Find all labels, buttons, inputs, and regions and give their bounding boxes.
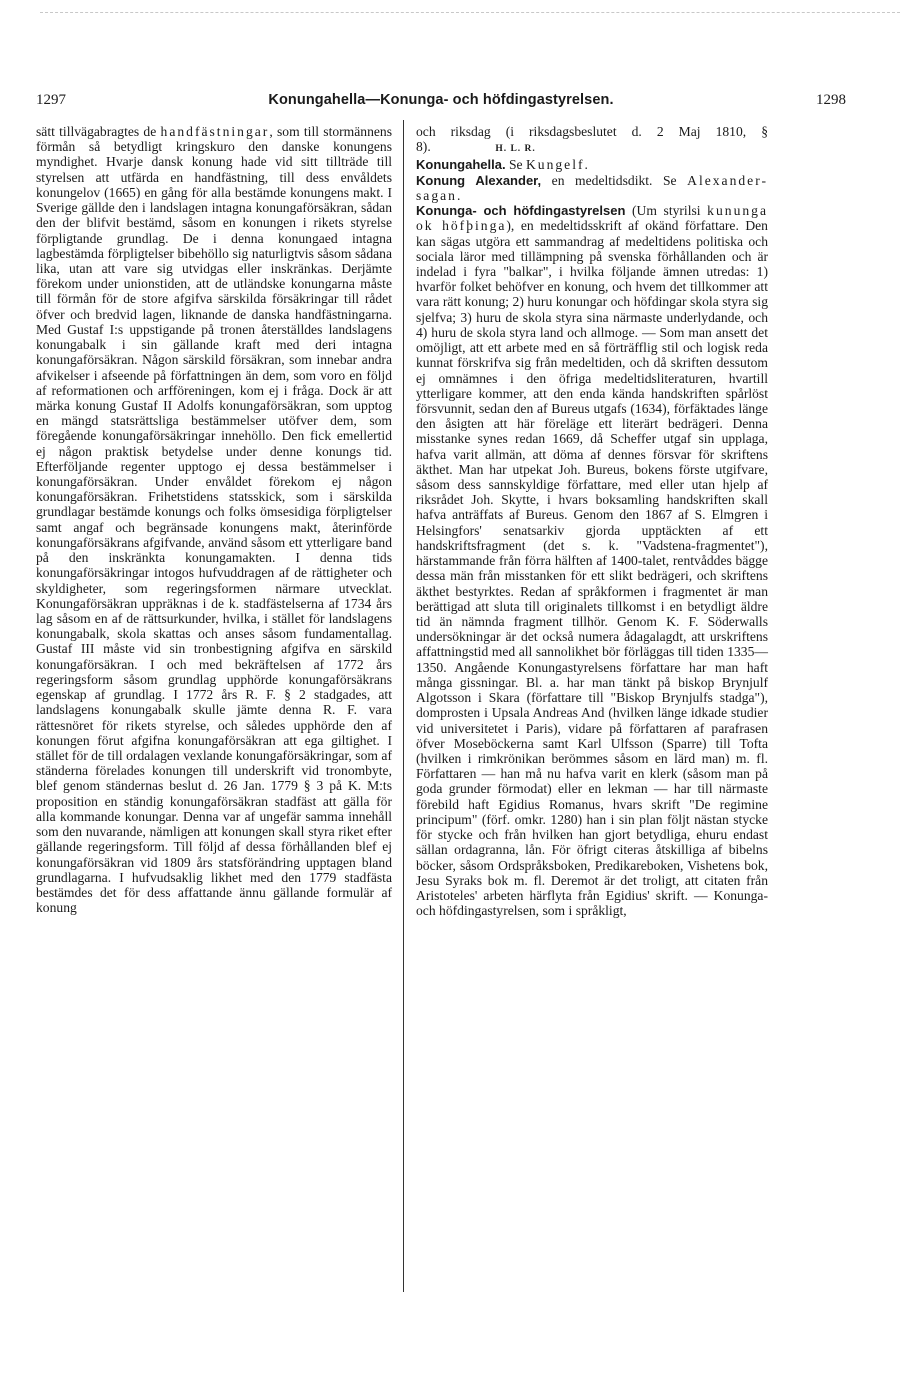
entry-konungahella [416,157,768,172]
entry4-text-b: ), en medeltidsskrift af okänd författare. Den kan sägas utgöra ett sammandrag af medeltidens politiska och sociala läror med tillämpning på svenska förhållanden och är indelad i fyra "balkar", i hvilka följande ämnen utredas: 1) hvarför folket behöfver en konung, och hvem det tillkommer att vara rätt konung; 2) huru konungar och höfdingar skola styra sig sjelfva; 3) huru de skola styra sina närmaste underlydande, och 4) huru de skola styra land och allmoge. — Som man ansett det omöjligt, att ett arbete med en så förträfflig stil och logisk reda kunnat förskrifva sig från medeltiden, och då skriften dessutom ej omnämnes i den öfriga medeltidsliteraturen, hvartill ytterligare kommer, att den enda kända handskriften spårlöst försvunnit, sedan den af Bureus utgafs (1634), förfäktades länge den åsigten att här föreläge ett literärt bedrägeri. Denna misstanke synes redan 1669, då Scheffer utgaf sin upplaga, hafva varit allmän, att döma af dennes försvar för skriftens äkthet. Man har utpekat Joh. Bureus, bokens förste utgifvare, såsom dess sannskyldige författare, med eller utan hjelp af riksrådet Joh. Skytte, i hvars boksamling handskriften skall hafva anträffats af Bureus. Genom den 1867 af S. Elmgren i Helsingfors' senatsarkiv gjorda upptäckten af ett handskriftsfragment (det s. k. "Vadstena-fragmentet"), härstammande från förra hälften af 1400-talet, rentvåddes bägge dessa män från misstanken för ett slikt bedrägeri, och skriftens äkthet bestyrktes. Redan af språkformen i fragmentet är man berättigad att sluta till originalets tillkomst i en betydligt äldre tid än nämnda fragment tillhör. Genom K. F. Söderwalls undersökningar är det också numera ådagalagdt, att urskriftens affattningstid med all sannolikhet bör förläggas till tiden 1335—1350. Angående Konungastyrelsens författare har man haft många gissningar. Bl. a. har man tänkt på biskop Brynjulf Algotsson i Skara (författare till "Biskop Brynjulfs stadga"), domprosten i Upsala Andreas And (hvilken länge idkade studier vid universitetet i Paris), vidare på författaren af parafrasen öfver Moseböckerna samt Karl Ulfsson (Sparre) till Tofta (hvilken i rimkrönikan berömmes såsom en lärd man) m. fl. Författaren — han må nu hafva varit en klerk (såsom man på goda grunder förmodat) eller en lekman — har till närmaste förebild haft Egidius Romanus, hvars skrift "De regimine principum" (förf. omkr. 1280) han i sin plan följt nästan stycke för stycke och från hvilken han gjort betydliga, ehuru endast sällan ordagranna, lån. För öfrigt citeras åtskilliga af bibelns böcker, såsom Ordspråksboken, Predikareboken, Vishetens bok, Jesu Syraks bok m. fl. Deremot är det troligt, att citaten från Aristoteles' arbeten härflyta från Egidius' skrift. — Konunga- och höfdingastyrelsen, som i språkligt, [416,218,768,919]
page-number-left: 1297 [36,92,66,108]
right-column [416,124,768,918]
left-column-text [36,124,392,915]
entry-continuation [416,124,768,157]
entry-continuation-text: och riksdag (i riksdagsbeslutet d. 2 Maj 1810, § 8). [416,124,768,155]
page-number-right: 1298 [816,92,846,108]
cross-reference-kungelf: Kungelf [525,157,585,173]
entry-konungahella-text: Se [505,157,526,173]
entry-konung-alexander-end: . [456,187,461,203]
left-text-spaced: handfästningar [160,124,270,139]
entry-konunga-och-hofdingastyrelsen [416,203,768,918]
entry-konung-alexander-text: en medeltidsdikt. Se [541,172,688,188]
column-divider [403,120,404,1292]
headword-konung-alexander: Konung Alexander, [416,172,542,188]
entry-konungahella-end: . [584,157,588,173]
entry4-original-title: kununga ok höfþinga [416,203,768,234]
entry4-text-a: (Um styrilsi [625,203,708,219]
left-column [36,124,392,915]
cross-reference-alexander-sagan: Alexander-sagan [416,172,768,203]
left-text-a: sätt tillvägabragtes de [36,124,161,139]
page-header [36,92,846,114]
headword-konunga-och-hofdingastyrelsen: Konunga- och höfdingastyrelsen [416,203,626,219]
running-head: Konungahella—Konunga- och höfdingastyrelsen. [268,92,614,108]
author-signature: H. L. R. [495,144,536,155]
headword-konungahella: Konungahella. [416,157,506,173]
page-top-rule [40,12,900,14]
entry-konung-alexander [416,173,768,203]
left-text-b: , som till stormännens förmån så betydligt kringskuro den danske konungens myndighet. Hvarje dansk konung hade vid sitt tillträde till styrelsen att utfärda en handfästning, till dess envåldets konungelov (1665) en gång för alla bestämde konungens makt. I Sverige gällde den i landslagen intagna konungaförsäkran, sådan den der blifvit bestämd, såsom en konungen i rikets styrelse förpligtande grundlag. De i denna konungaed intagna lagbestämda förpligtelser bibehöllo sig naturligtvis såsom sådana lika, utan att vare sig utvidgas eller inskränkas. Derjämte förekom under unionstiden, att de utländske konungarna måste till förmån för de store afgifva särskilda försäkringar till rådet öfver och bredvid lagen, liknande de danska handfästningarna. Med Gustaf I:s uppstigande på tronen återställdes landslagens konungabalk i sin gällande kraft med deri intagna konungaförsäkran. Någon särskild försäkran, som innebar andra afvikelser i afseende på författningen än dem, som voro en följd af reformationen och arfföreningen, kom ej i fråga. Dock är att märka konung Gustaf II Adolfs konungaförsäkran, som upptog en mängd statsrättsliga bestämmelser utöfver dem, som föregående konungaförsäkringar innehöllo. Den fick emellertid ej någon praktisk betydelse under denne konungs tid. Efterföljande regenter upptogo ej dessa bestämmelser i konungaförsäkran. Under envåldet förekom ej någon konungaförsäkran. Frihetstidens statsskick, som i särskilda grundlagar bestämde konungs och folks ömsesidiga förpligtelser samt angaf och begränsade konungens makt, återinförde konungaförsäkrans afgifvande, använd såsom ett ytterligare band på den inskränkta konungamakten. I denna tids konungaförsäkringar intogos hufvuddragen af de rättigheter och skyldigheter, som regeringsformen närmare utvecklat. Konungaförsäkran uppräknas i de k. stadfästelserna af 1734 års lag såsom en af de rättsurkunder, hvilka, i stället för landslagens konungabalk, skola skattas och anses såsom fundamentallag. Gustaf III måste vid sin tronbestigning afgifva en särskild konungaförsäkran. I och med bekräftelsen af 1772 års regeringsform såsom grundlag upphörde konungaförsäkrans egenskap af grundlag. I 1772 års R. F. § 2 stadgades, att landslagens konungabalk skulle jämte denna R. F. vara rättesnöret för rikets styrelse, och således upphörde den af konungen förut afgifna konungaförsäkran att ega giltighet. I stället för de till ordalagen vexlande konungaförsäkringar, som af ständerna förelades konungen till underskrift vid tronombyte, blef genom ständernas beslut d. 26 Jan. 1779 § 3 på K. M:ts proposition en ständig konungaförsäkran stadfäst att gälla för alla kommande konungar. Denna var af ungefär samma innehåll som den nuvarande, nämligen att konungen skall styra riket efter gällande regeringsform. Till följd af dessa förhållanden blef ej konungaförsäkran vid 1809 års statsförändring upptagen bland grundlagarna. I hufvudsaklig likhet med den 1779 stadfästa bestämdes det för dess affattande ännu gällande formulär af konung [36,124,392,916]
